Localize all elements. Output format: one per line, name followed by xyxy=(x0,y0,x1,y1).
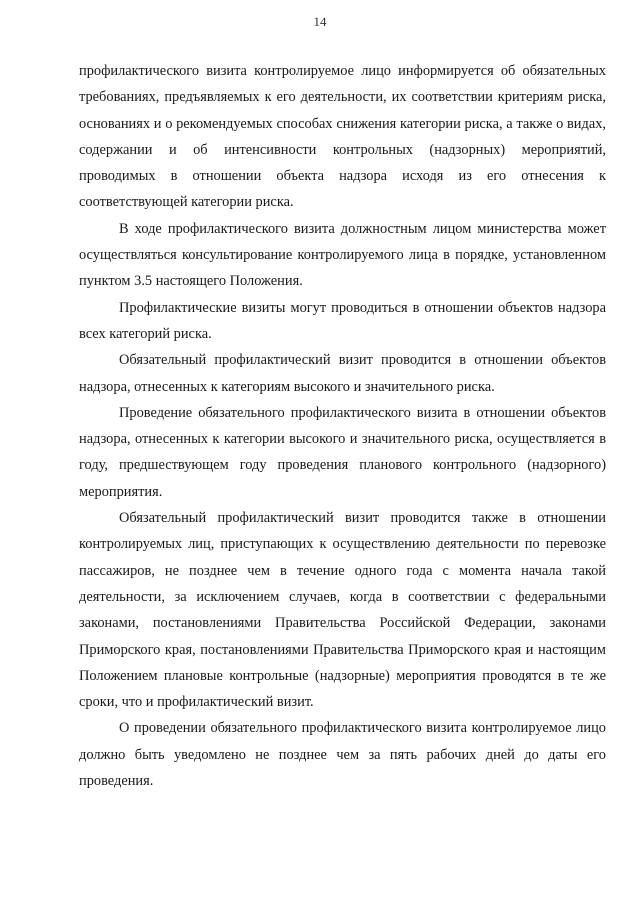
paragraph: Профилактические визиты могут проводиться в отношении объектов надзора всех категорий риска. xyxy=(79,299,606,342)
paragraph: Обязательный профилактический визит проводится также в отношении контролируемых лиц, приступающих к осуществлению деятельности по перевозке пассажиров, не позднее чем в течение одного года с момента начала такой деятельности, за исключением случаев, когда в соответствии с федеральными законами, постановлениями Правительства Российской Федерации, законами Приморского края, постановлениями Правительства Приморского края и настоящим Положением плановые контрольные (надзорные) мероприятия проводятся в те же сроки, что и профилактический визит. xyxy=(79,510,606,711)
document-body xyxy=(79,58,606,794)
paragraph: Обязательный профилактический визит проводится в отношении объектов надзора, отнесенных к категориям высокого и значительного риска. xyxy=(79,352,606,395)
paragraph: О проведении обязательного профилактического визита контролируемое лицо должно быть уведомлено не позднее чем за пять рабочих дней до даты его проведения. xyxy=(79,720,606,790)
paragraph: Проведение обязательного профилактического визита в отношении объектов надзора, отнесенных к категории высокого и значительного риска, осуществляется в году, предшествующем году проведения планового контрольного (надзорного) мероприятия. xyxy=(79,404,606,500)
paragraph-continuation: профилактического визита контролируемое лицо информируется об обязательных требованиях, предъявляемых к его деятельности, их соответствии критериям риска, основаниях и о рекомендуемых способах снижения категории риска, а также о видах, содержании и об интенсивности контрольных (надзорных) мероприятий, проводимых в отношении объекта надзора исходя из его отнесения к соответствующей категории риска. xyxy=(79,63,606,211)
paragraph: В ходе профилактического визита должностным лицом министерства может осуществляться консультирование контролируемого лица в порядке, установленном пунктом 3.5 настоящего Положения. xyxy=(79,220,606,290)
page-number: 14 xyxy=(313,14,327,29)
